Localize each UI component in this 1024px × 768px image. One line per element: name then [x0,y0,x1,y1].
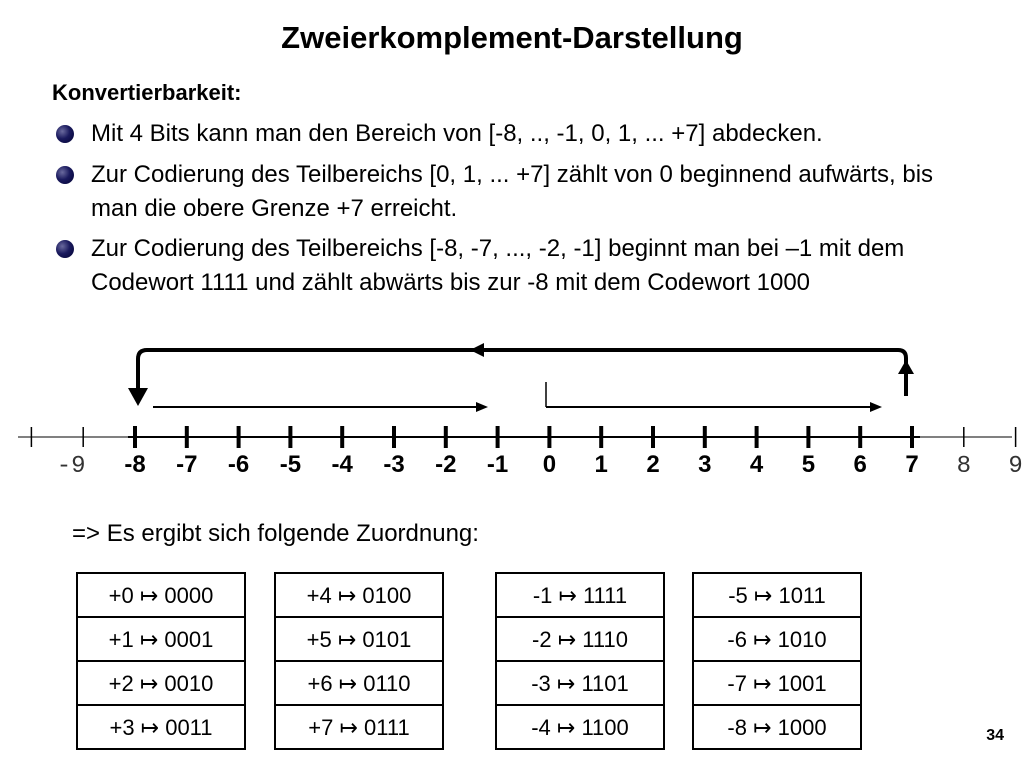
positive-range-arrow-head [870,402,882,412]
mapping-cell: +4 ↦ 0100 [276,574,442,618]
mapping-cell: +7 ↦ 0111 [308,715,410,740]
mapping-cell: -7 ↦ 1001 [694,662,860,706]
section-heading: Konvertierbarkeit: [52,80,242,105]
mapping-column [495,572,665,750]
result-text: => Es ergibt sich folgende Zuordnung: [72,520,479,547]
mapping-cell: +2 ↦ 0010 [78,662,244,706]
mapping-cell: -3 ↦ 1101 [497,662,663,706]
axis-label: 7 [905,451,919,478]
axis-label-outer: 8 [956,453,972,480]
mapping-cell: +6 ↦ 0110 [276,662,442,706]
axis-label: -2 [435,451,457,478]
mapping-cell: -8 ↦ 1000 [727,715,827,740]
wrap-arrow-head-down [128,388,148,406]
mapping-cell: -2 ↦ 1110 [497,618,663,662]
axis-label: -7 [176,451,198,478]
mapping-cell: +0 ↦ 0000 [78,574,244,618]
slide-title: Zweierkomplement-Darstellung [281,20,743,55]
mapping-column [692,572,862,750]
bullet-dot-icon [56,240,74,258]
mapping-column [274,572,444,750]
negative-range-arrow-head [476,402,488,412]
axis-label: -4 [331,451,353,478]
mapping-cell: -1 ↦ 1111 [497,574,663,618]
mapping-cell: -4 ↦ 1100 [531,715,629,740]
number-line-arrows [18,343,1012,437]
wrap-arrow-head-left [470,343,484,357]
wrap-arrow [138,350,906,396]
axis-label-outer: -9 [56,453,86,480]
bullet-dot-icon [56,125,74,143]
bullet-text: Zur Codierung des Teilbereichs [0, 1, ... +7] zählt von 0 beginnend aufwärts, bis man die obere Grenze +7 erreicht. [91,161,934,222]
axis-label: -5 [279,451,302,478]
mapping-cell: +1 ↦ 0001 [78,618,244,662]
number-line-labels [57,451,1023,480]
axis-label: 0 [542,451,557,478]
axis-label: 6 [853,451,867,478]
page-number: 34 [986,727,1004,744]
bullet-dot-icon [56,166,74,184]
mapping-column [76,572,246,750]
axis-label: -8 [124,451,146,478]
bullet-text: Mit 4 Bits kann man den Bereich von [-8, .., -1, 0, 1, ... +7] abdecken. [91,120,823,147]
axis-label: -3 [383,451,405,478]
mapping-cell: -5 ↦ 1011 [694,574,860,618]
axis-label: 3 [698,451,712,478]
axis-label: -1 [486,451,509,478]
mapping-cell: +3 ↦ 0011 [109,715,213,740]
number-line-diagram [0,330,1024,500]
mapping-cell: -6 ↦ 1010 [694,618,860,662]
axis-label: -6 [227,451,250,478]
axis-label: 2 [646,451,660,478]
axis-label: 1 [594,451,608,478]
mapping-cell: +5 ↦ 0101 [276,618,442,662]
bullet-text: Zur Codierung des Teilbereichs [-8, -7, ..., -2, -1] beginnt man bei –1 mit dem Codewort 1111 und zählt abwärts bis zur -8 mit dem Codewort 1000 [91,235,905,296]
axis-label-outer: 9 [1008,453,1023,480]
axis-label: 4 [749,451,764,478]
wrap-arrow-head-up [898,360,914,374]
axis-label: 5 [801,451,816,478]
